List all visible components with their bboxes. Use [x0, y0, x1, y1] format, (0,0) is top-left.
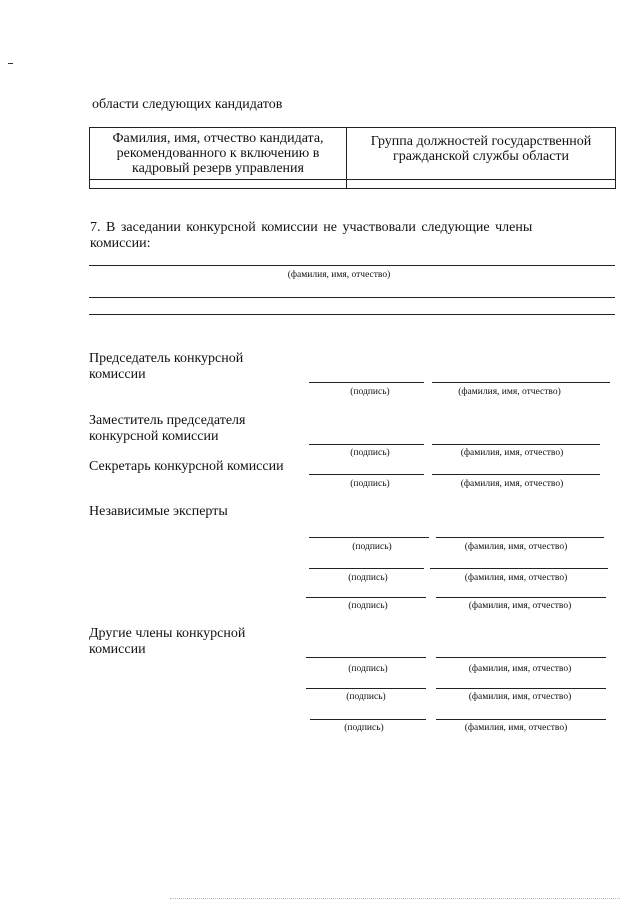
name-caption: (фамилия, имя, отчество): [464, 573, 568, 583]
experts-label: Независимые эксперты: [89, 504, 228, 519]
name-caption: (фамилия, имя, отчество): [460, 479, 564, 489]
signature-caption: (подпись): [344, 723, 384, 733]
signature-caption: (подпись): [350, 479, 390, 489]
name-caption: (фамилия, имя, отчество): [464, 542, 568, 552]
signature-line: [309, 537, 429, 538]
name-caption: (фамилия, имя, отчество): [468, 601, 572, 611]
signature-caption: (подпись): [348, 573, 388, 583]
absent-member-line: [89, 314, 615, 315]
signature-line: [309, 568, 424, 569]
section-7-text: 7. В заседании конкурсной комиссии не участвовали следующие члены комиссии:: [90, 220, 533, 251]
name-line: [436, 537, 604, 538]
scan-edge: [170, 898, 620, 900]
table-cell: [90, 180, 347, 189]
table-cell: [347, 180, 616, 189]
name-line: [436, 688, 606, 689]
name-line: [436, 719, 606, 720]
signature-caption: (подпись): [350, 387, 390, 397]
candidates-table: [89, 127, 616, 189]
signature-line: [306, 657, 426, 658]
name-caption: (фамилия, имя, отчество): [460, 448, 564, 458]
name-caption: (фамилия, имя, отчество): [458, 387, 561, 397]
table-header-group: Группа должностей государственной гражданской службы области: [347, 128, 616, 180]
absent-member-line: [89, 265, 615, 266]
signature-line: [309, 474, 424, 475]
others-label: Другие члены конкурсной комиссии: [89, 626, 246, 657]
signature-caption: (подпись): [350, 448, 390, 458]
secretary-label: Секретарь конкурсной комиссии: [89, 459, 284, 474]
name-line: [436, 597, 606, 598]
signature-line: [310, 719, 426, 720]
name-line: [432, 382, 610, 383]
deputy-label: Заместитель председателя конкурсной комиссии: [89, 413, 246, 444]
absent-member-caption: (фамилия, имя, отчество): [287, 270, 391, 280]
signature-caption: (подпись): [352, 542, 392, 552]
name-caption: (фамилия, имя, отчество): [464, 723, 568, 733]
name-line: [436, 657, 606, 658]
signature-line: [306, 688, 426, 689]
table-header-row: [90, 128, 616, 180]
table-row: [90, 180, 616, 189]
name-caption: (фамилия, имя, отчество): [468, 664, 572, 674]
signature-caption: (подпись): [348, 601, 388, 611]
name-caption: (фамилия, имя, отчество): [468, 692, 572, 702]
absent-member-line: [89, 297, 615, 298]
intro-text: области следующих кандидатов: [92, 97, 283, 112]
signature-caption: (подпись): [346, 692, 386, 702]
name-line: [432, 474, 600, 475]
scan-mark: [8, 63, 13, 64]
chairman-label: Председатель конкурсной комиссии: [89, 351, 244, 382]
signature-line: [309, 382, 424, 383]
signature-caption: (подпись): [348, 664, 388, 674]
signature-line: [306, 597, 426, 598]
table-header-name: Фамилия, имя, отчество кандидата, рекомендованного к включению в кадровый резерв управления: [90, 128, 347, 180]
name-line: [432, 444, 600, 445]
signature-line: [309, 444, 424, 445]
name-line: [430, 568, 608, 569]
